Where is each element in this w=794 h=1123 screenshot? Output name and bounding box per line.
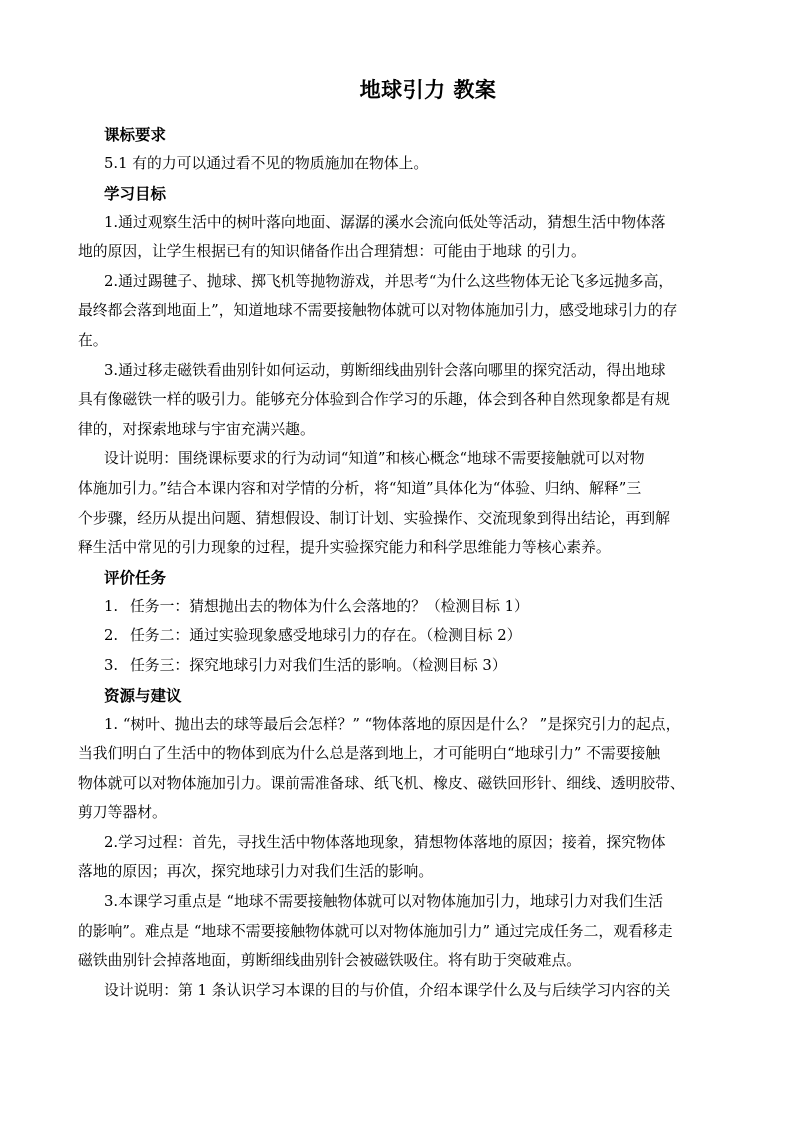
section-heading-objectives: 学习目标 (104, 183, 167, 203)
paragraph-line: 最终都会落到地面上”，知道地球不需要接触物体就可以对物体施加引力，感受地球引力的存 (78, 302, 678, 320)
paragraph-line: 设计说明：第 1 条认识学习本课的目的与价值，介绍本课学什么及与后续学习内容的关 (104, 981, 671, 999)
paragraph-line: 在。 (78, 331, 108, 349)
section-heading-tasks: 评价任务 (104, 567, 167, 587)
task-text: 任务一：猜想抛出去的物体为什么会落地的？（检测目标 1） (130, 597, 529, 615)
task-item (104, 651, 718, 681)
paragraph-line: 落地的原因；再次，探究地球引力对我们生活的影响。 (78, 863, 434, 881)
paragraph-line: 剪刀等器材。 (78, 804, 167, 822)
paragraph-line: 2.学习过程：首先，寻找生活中物体落地现象，猜想物体落地的原因；接着，探究物体 (104, 833, 666, 851)
paragraph-line: 物体就可以对物体施加引力。课前需准备球、纸飞机、橡皮、磁铁回形针、细线、透明胶带、 (78, 774, 685, 792)
paragraph-line: 体施加引力。”结合本课内容和对学情的分析，将“知道”具体化为“体验、归纳、解释”三 (78, 479, 642, 497)
resource-paragraph-2 (78, 828, 718, 887)
objective-paragraph-2 (78, 267, 718, 356)
paragraph-line: 3.通过移走磁铁看曲别针如何运动，剪断细线曲别针会落向哪里的探究活动，得出地球 (104, 361, 666, 379)
paragraph-line: 地的原因，让学生根据已有的知识储备作出合理猜想：可能由于地球 的引力。 (78, 243, 586, 261)
paragraph-line: 释生活中常见的引力现象的过程，提升实验探究能力和科学思维能力等核心素养。 (78, 539, 611, 557)
paragraph-line: 2.通过踢毽子、抛球、掷飞机等抛物游戏，并思考“为什么这些物体无论飞多远抛多高， (104, 272, 674, 290)
task-text: 任务二：通过实验现象感受地球引力的存在。（检测目标 2） (130, 627, 522, 645)
task-number: 3. (104, 656, 119, 674)
resource-paragraph-3 (78, 887, 718, 976)
task-item (104, 621, 718, 651)
task-text: 任务三：探究地球引力对我们生活的影响。（检测目标 3） (130, 656, 507, 674)
design-note-2 (104, 976, 718, 1006)
task-item (104, 592, 718, 622)
paragraph-line: 3.本课学习重点是 “地球不需要接触物体就可以对物体施加引力，地球引力对我们生活 (104, 893, 664, 911)
task-number: 2. (104, 627, 119, 645)
paragraph-line: 1.通过观察生活中的树叶落向地面、潺潺的溪水会流向低处等活动，猜想生活中物体落 (104, 213, 666, 231)
standard-text (104, 149, 718, 179)
paragraph-line: 5.1 有的力可以通过看不见的物质施加在物体上。 (104, 155, 429, 172)
section-heading-resources: 资源与建议 (104, 685, 182, 705)
paragraph-line: 设计说明：围绕课标要求的行为动词“知道”和核心概念“地球不需要接触就可以对物 (104, 450, 645, 468)
paragraph-line: 具有像磁铁一样的吸引力。能够充分体验到合作学习的乐趣，体会到各种自然现象都是有规 (78, 391, 670, 409)
paragraph-line: 磁铁曲别针会掉落地面，剪断细线曲别针会被磁铁吸住。将有助于突破难点。 (78, 952, 582, 970)
paragraph-line: 的影响”。难点是 “地球不需要接触物体就可以对物体施加引力” 通过完成任务二，观看移走 (78, 922, 673, 940)
objective-paragraph-1 (78, 208, 718, 267)
task-number: 1. (104, 597, 119, 615)
resource-paragraph-1 (78, 710, 718, 828)
section-heading-standard: 课标要求 (104, 125, 167, 144)
design-note-1 (78, 444, 718, 562)
paragraph-line: 律的，对探索地球与宇宙充满兴趣。 (78, 420, 315, 438)
paragraph-line: 当我们明白了生活中的物体到底为什么总是落到地上，才可能明白“地球引力” 不需要接触 (78, 745, 661, 763)
objective-paragraph-3 (78, 356, 718, 445)
page-title: 地球引力 教案 (359, 77, 497, 102)
paragraph-line: 1. “树叶、抛出去的球等最后会怎样？” “物体落地的原因是什么？ ”是探究引力的起点， (104, 715, 681, 733)
paragraph-line: 个步骤，经历从提出问题、猜想假设、制订计划、实验操作、交流现象到得出结论，再到解 (78, 509, 670, 527)
